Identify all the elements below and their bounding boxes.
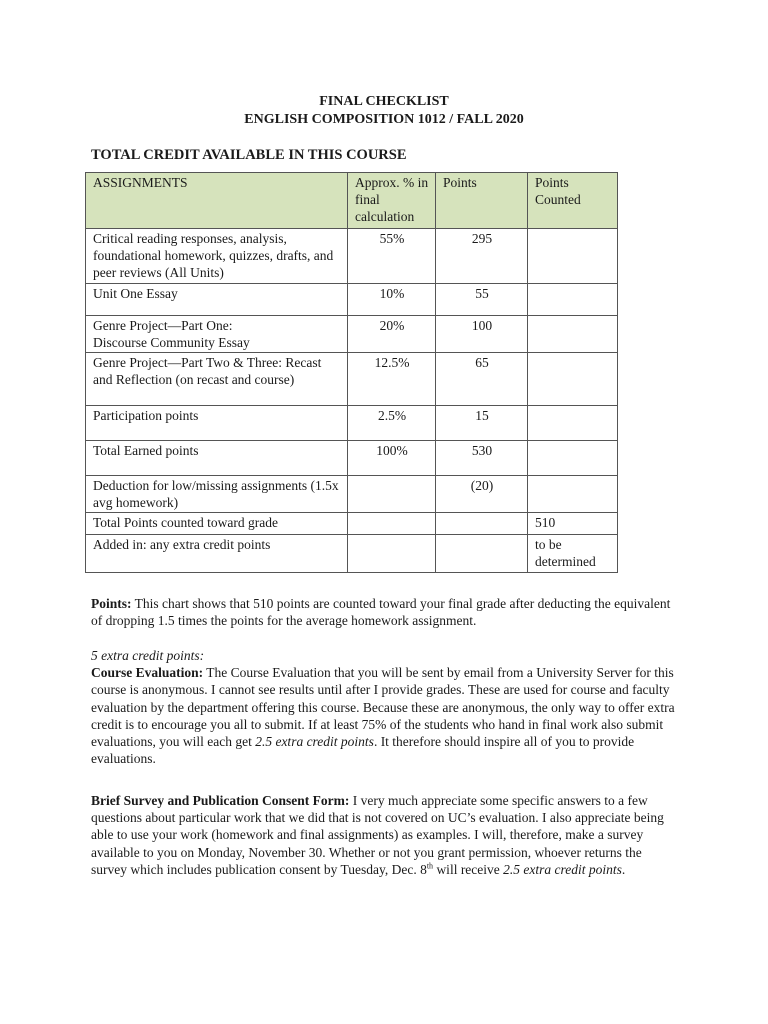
percent-value: 2.5% [377, 408, 407, 423]
table-header-row [86, 173, 618, 229]
points-value: 65 [475, 355, 489, 370]
table-row [86, 316, 618, 353]
extra-credit-heading-text: 5 extra credit points: [91, 648, 205, 663]
cell-assignment: Added in: any extra credit points [86, 535, 348, 573]
table-row [86, 406, 618, 441]
header-points-counted: Points Counted [528, 173, 618, 229]
points-value: 55 [475, 286, 489, 301]
cell-counted [528, 441, 618, 476]
cell-percent [348, 535, 436, 573]
cell-assignment: Critical reading responses, analysis, foundational homework, quizzes, drafts, and peer reviews (All Units) [86, 229, 348, 284]
course-evaluation-label: Course Evaluation: [91, 665, 204, 681]
cell-percent [348, 441, 436, 476]
cell-points [436, 406, 528, 441]
cell-points [436, 353, 528, 406]
cell-percent [348, 353, 436, 406]
section-heading: TOTAL CREDIT AVAILABLE IN THIS COURSE [91, 147, 407, 163]
percent-value: 55% [379, 231, 405, 246]
cell-counted [528, 353, 618, 406]
cell-percent [348, 476, 436, 513]
survey-emphasis: 2.5 extra credit points [503, 861, 622, 877]
table-row [86, 229, 618, 284]
survey-superscript: th [426, 861, 434, 871]
header-percent: Approx. % in final calculation [348, 173, 436, 229]
points-value: 100 [471, 318, 493, 333]
points-value: 530 [471, 443, 493, 458]
percent-value: 20% [379, 318, 405, 333]
points-note [91, 595, 679, 629]
cell-assignment: Total Points counted toward grade [86, 513, 348, 535]
assignment-line: Genre Project—Part One: [93, 318, 233, 333]
table-row [86, 353, 618, 406]
cell-percent [348, 229, 436, 284]
cell-counted [528, 406, 618, 441]
course-evaluation-emphasis: 2.5 extra credit points [255, 734, 374, 750]
cell-assignment: Genre Project—Part Two & Three: Recast and Reflection (on recast and course) [86, 353, 348, 406]
percent-value: 10% [379, 286, 405, 301]
course-evaluation-text: The Course Evaluation that you will be sent by email from a University Server for this course is anonymous. I cannot see results until after I provide grades. These are used for course and faculty evaluation by the department offering this course. Because these are anonymous, the only way to offer extra credit is to encourage you all to submit. If at least 75% of the students who hand in final work also submit evaluations, you will each get [91, 665, 675, 750]
cell-percent [348, 316, 436, 353]
cell-points [436, 535, 528, 573]
document-title: FINAL CHECKLIST [319, 94, 449, 109]
table-row [86, 284, 618, 316]
cell-assignment: Unit One Essay [86, 284, 348, 316]
course-evaluation-end: . It therefore should inspire all of you to provide evaluations. [91, 734, 635, 767]
course-evaluation-paragraph [91, 664, 679, 767]
cell-percent [348, 284, 436, 316]
cell-counted: 510 [528, 513, 618, 535]
points-value: 295 [471, 231, 493, 246]
cell-assignment: Participation points [86, 406, 348, 441]
percent-value: 100% [376, 443, 408, 458]
cell-points [436, 476, 528, 513]
cell-counted [528, 229, 618, 284]
table-row [86, 441, 618, 476]
survey-paragraph [91, 792, 679, 878]
cell-percent [348, 406, 436, 441]
cell-assignment: Deduction for low/missing assignments (1.5x avg homework) [86, 476, 348, 513]
cell-counted [528, 284, 618, 316]
extra-credit-block [91, 647, 679, 767]
cell-assignment: Total Earned points [86, 441, 348, 476]
cell-points [436, 513, 528, 535]
cell-assignment [86, 316, 348, 353]
course-title: ENGLISH COMPOSITION 1012 / FALL 2020 [244, 112, 524, 127]
assignment-line: Discourse Community Essay [93, 335, 250, 350]
cell-counted [528, 476, 618, 513]
points-label: Points: [91, 596, 132, 611]
survey-label: Brief Survey and Publication Consent Form: [91, 793, 350, 808]
extra-credit-heading [91, 647, 679, 664]
table-row [86, 476, 618, 513]
table-row [86, 535, 618, 573]
cell-percent [348, 513, 436, 535]
points-value: 15 [475, 408, 489, 423]
points-text: This chart shows that 510 points are counted toward your final grade after deducting the equivalent of dropping 1.5 times the points for the average homework assignment. [91, 596, 671, 629]
percent-value: 12.5% [374, 355, 410, 370]
points-value: (20) [470, 478, 494, 493]
credit-table [85, 172, 618, 573]
table-row [86, 513, 618, 535]
survey-text: I very much appreciate some specific answers to a few questions about particular work that we did that is not covered on UC’s evaluation. I also appreciate being able to use your work (homework and final assignments) as examples. I will, therefore, make a survey available to you on Monday, November 30. Whether or not you grant permission, whoever returns the survey which includes publication consent by Tuesday, Dec. 8 [91, 793, 664, 877]
survey-end: . [621, 861, 626, 877]
cell-points [436, 441, 528, 476]
cell-counted [528, 316, 618, 353]
cell-points [436, 284, 528, 316]
cell-points [436, 229, 528, 284]
header-points: Points [436, 173, 528, 229]
survey-text-continued: will receive [433, 861, 504, 877]
header-assignments: ASSIGNMENTS [86, 173, 348, 229]
cell-counted: to be determined [528, 535, 618, 573]
cell-points [436, 316, 528, 353]
